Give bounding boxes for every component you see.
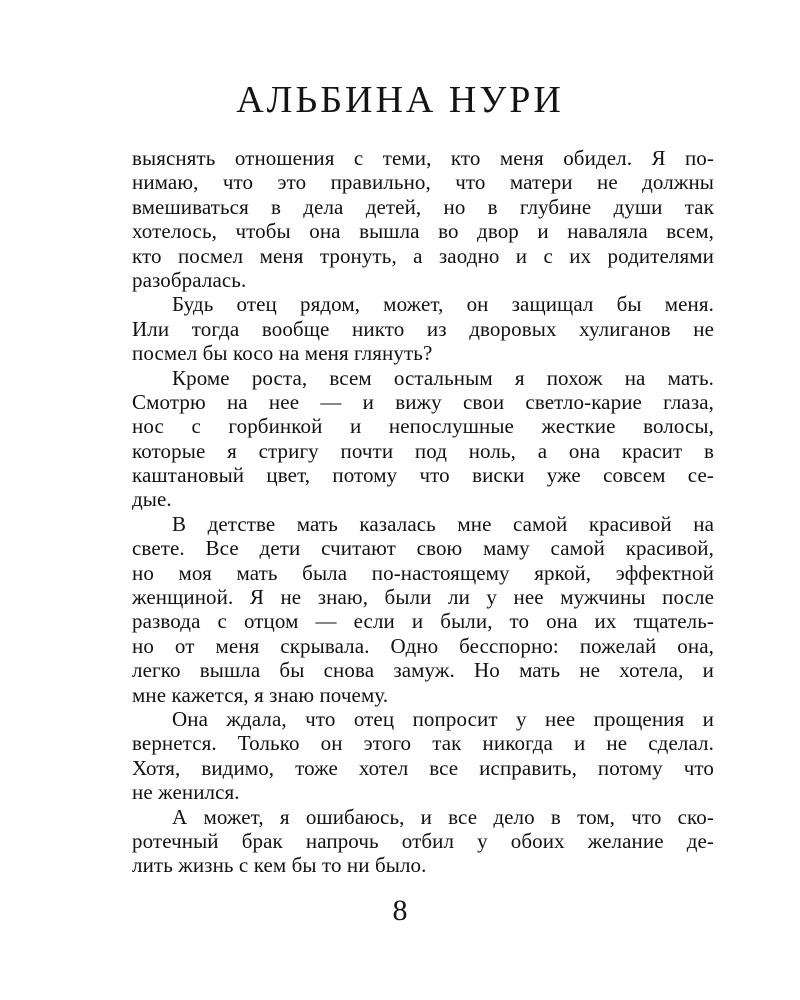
text-line: свете. Все дети считают свою маму самой красивой, — [132, 536, 714, 561]
text-line: нос с горбинкой и непослушные жесткие волосы, — [132, 414, 714, 439]
text-line: женщиной. Я не знаю, были ли у нее мужчины после — [132, 585, 714, 610]
text-line: кто посмел меня тронуть, а заодно и с их родителями — [132, 243, 714, 268]
text-line: Кроме роста, всем остальным я похож на мать. — [172, 365, 714, 390]
text-line: Или тогда вообще никто из дворовых хулиганов не — [132, 316, 714, 341]
body-text — [132, 146, 714, 878]
text-line: но от меня скрывала. Одно бесспорно: пожелай она, — [132, 633, 714, 658]
text-line: Она ждала, что отец попросит у нее прощения и — [172, 706, 714, 731]
text-line: ротечный брак напрочь отбил у обоих желание де- — [132, 828, 714, 853]
text-line: В детстве мать казалась мне самой красивой на — [172, 511, 714, 536]
text-line: легко вышла бы снова замуж. Но мать не хотела, и — [132, 658, 714, 683]
text-line: вмешиваться в дела детей, но в глубине души так — [132, 194, 714, 219]
text-line: Хотя, видимо, тоже хотел все исправить, потому что — [132, 755, 714, 780]
text-line: мне кажется, я знаю почему. — [132, 682, 389, 707]
text-line: разобралась. — [132, 267, 247, 292]
text-line: хотелось, чтобы она вышла во двор и навaляла всем, — [132, 219, 714, 244]
text-line: но моя мать была по-настоящему яркой, эффектной — [132, 560, 714, 585]
text-line: дые. — [132, 487, 172, 512]
text-line: развода с отцом — если и были, то она их тщатель- — [132, 609, 714, 634]
text-line: нимаю, что это правильно, что матери не должны — [132, 170, 714, 195]
text-line: Смотрю на нее — и вижу свои светло-карие глаза, — [132, 389, 714, 414]
text-line: выяснять отношения с теми, кто меня обидел. Я по- — [132, 146, 714, 170]
text-line: каштановый цвет, потому что виски уже совсем се- — [132, 463, 714, 488]
page-number: 8 — [392, 894, 408, 927]
text-line: которые я стригу почти под ноль, а она красит в — [132, 438, 714, 463]
text-line: посмел бы косо на меня глянуть? — [132, 341, 433, 366]
text-line: Будь отец рядом, может, он защищал бы меня. — [172, 292, 714, 317]
text-line: вернется. Только он этого так никогда и не сделал. — [132, 731, 714, 756]
running-header-author: АЛЬБИНА НУРИ — [236, 79, 564, 121]
text-line: лить жизнь с кем бы то ни было. — [132, 853, 427, 878]
text-line: не женился. — [132, 780, 240, 805]
text-line: А может, я ошибаюсь, и все дело в том, что ско- — [172, 804, 714, 829]
